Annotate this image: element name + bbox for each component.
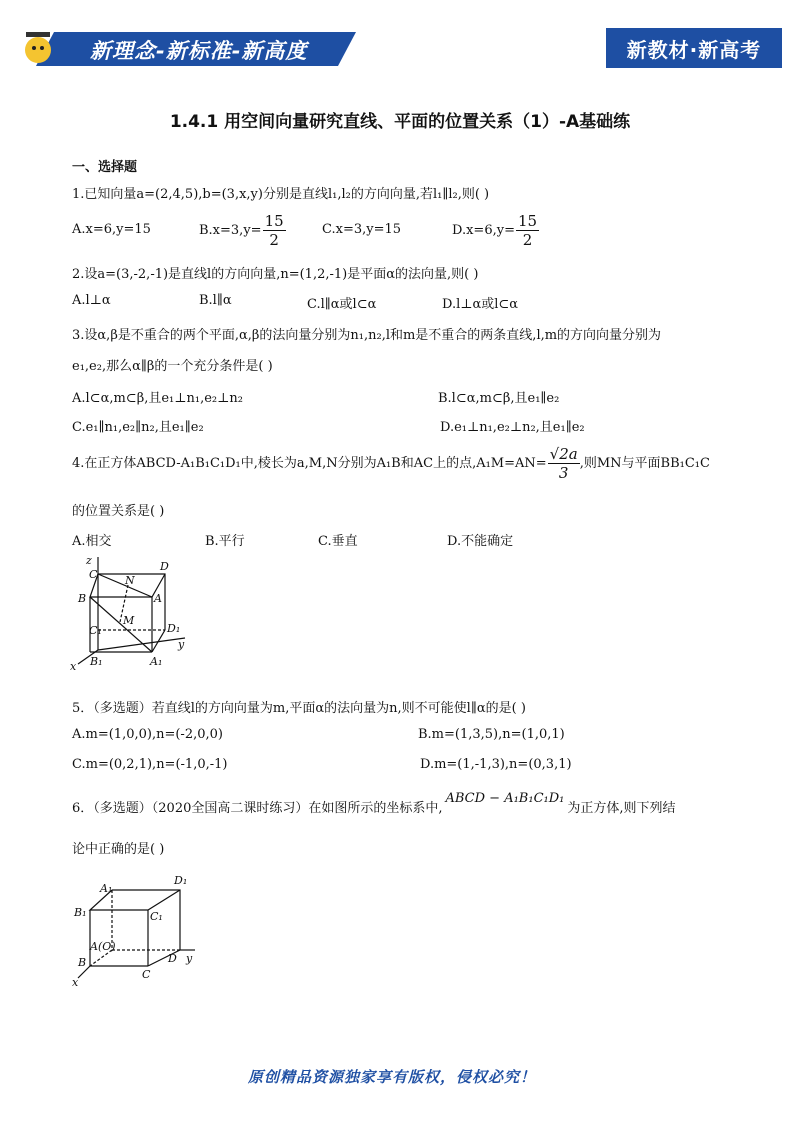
q6-label-y: y <box>186 952 193 965</box>
q4-label-M: M <box>123 614 135 627</box>
q5-option-a: A.m=(1,0,0),n=(-2,0,0) <box>72 727 223 742</box>
q6-label-A1: A₁ <box>100 882 113 895</box>
q1-stem: 1.已知向量a=(2,4,5),b=(3,x,y)分别是直线l₁,l₂的方向向量,若l₁∥l₂,则( ) <box>72 187 490 202</box>
q2-stem: 2.设a=(3,-2,-1)是直线l的方向向量,n=(1,2,-1)是平面α的法向量,则( ) <box>72 267 479 282</box>
q4-option-d: D.不能确定 <box>447 534 514 549</box>
q5-option-b: B.m=(1,3,5),n=(1,0,1) <box>418 727 565 742</box>
q4-option-c: C.垂直 <box>318 534 358 549</box>
q1-d-frac-num: 15 <box>517 212 538 230</box>
q4-label-y: y <box>178 638 185 651</box>
q6-label-D1: D₁ <box>174 874 188 887</box>
page-title: 1.4.1 用空间向量研究直线、平面的位置关系（1）-A基础练 <box>169 112 631 132</box>
q6-stem-line1 <box>72 791 676 816</box>
q6-stem-line2: 论中正确的是( ) <box>72 842 165 857</box>
q4-option-b: B.平行 <box>205 534 245 549</box>
q3-option-b: B.l⊂α,m⊂β,且e₁∥e₂ <box>438 391 560 406</box>
header-right-badge: 新教材·新高考 <box>606 28 782 68</box>
q6-stem-pre: 6．（多选题）（2020全国高二课时练习）在如图所示的坐标系中, <box>72 801 443 816</box>
q4-label-C1: C₁ <box>89 624 102 637</box>
q4-stem-pre: 4.在正方体ABCD-A₁B₁C₁D₁中,棱长为a,M,N分别为A₁B和AC上的点,A₁M=AN= <box>72 456 547 471</box>
q4-label-z: z <box>86 554 92 567</box>
q6-label-B1: B₁ <box>74 906 87 919</box>
q3-stem-line2: e₁,e₂,那么α∥β的一个充分条件是( ) <box>72 359 273 374</box>
mascot-icon <box>25 37 51 63</box>
q4-frac-num: √2a <box>549 445 578 463</box>
q4-stem-line2: 的位置关系是( ) <box>72 504 165 519</box>
section-heading: 一、选择题 <box>72 160 138 175</box>
q6-label-C: C <box>142 968 151 981</box>
banner-text: 新理念-新标准-新高度 <box>90 39 308 63</box>
q1-option-b <box>199 212 286 249</box>
q4-label-x: x <box>70 660 77 672</box>
q4-label-B: B <box>78 592 87 605</box>
q3-option-c: C.e₁∥n₁,e₂∥n₂,且e₁∥e₂ <box>72 420 204 435</box>
q4-stem-post: ,则MN与平面BB₁C₁C <box>579 456 710 471</box>
q4-label-B1: B₁ <box>90 655 103 668</box>
q6-label-C1: C₁ <box>150 910 163 923</box>
q5-option-d: D.m=(1,-1,3),n=(0,3,1) <box>420 757 572 772</box>
q1-option-a: A.x=6,y=15 <box>72 222 151 237</box>
q4-frac-den: 3 <box>558 464 569 482</box>
q4-label-A1: A₁ <box>150 655 163 668</box>
q1-b-frac-num: 15 <box>264 212 284 230</box>
q4-label-C: C <box>89 568 98 581</box>
q1-option-c: C.x=3,y=15 <box>322 222 402 237</box>
q4-label-D: D <box>160 560 169 573</box>
q2-option-a: A.l⊥α <box>72 293 111 308</box>
q4-label-D1: D₁ <box>167 622 181 635</box>
header-banner <box>16 26 356 72</box>
q1-d-frac-den: 2 <box>522 231 533 249</box>
q2-option-c: C.l∥α或l⊂α <box>307 297 377 312</box>
q6-label-AO: A(O) <box>90 940 116 953</box>
q3-option-d: D.e₁⊥n₁,e₂⊥n₂,且e₁∥e₂ <box>440 420 585 435</box>
q3-option-a: A.l⊂α,m⊂β,且e₁⊥n₁,e₂⊥n₂ <box>72 391 243 406</box>
q1-b-frac-den: 2 <box>269 231 279 249</box>
q6-stem-post: 为正方体,则下列结 <box>567 801 676 816</box>
q6-cube-figure <box>70 858 200 988</box>
q6-label-x: x <box>72 976 79 988</box>
q4-label-N: N <box>125 574 135 587</box>
q1-option-b-text: B.x=3,y= <box>199 223 262 238</box>
q4-cube-figure <box>70 552 200 672</box>
q6-label-B: B <box>78 956 87 969</box>
q5-stem: 5．（多选题）若直线l的方向向量为m,平面α的法向量为n,则不可能使l∥α的是( ) <box>72 701 526 716</box>
q4-stem-line1 <box>72 445 710 482</box>
q4-option-a: A.相交 <box>72 534 112 549</box>
q2-option-b: B.l∥α <box>199 293 232 308</box>
q6-formula: ABCD − A₁B₁C₁D₁ <box>445 791 565 806</box>
q6-label-D: D <box>168 952 177 965</box>
q3-stem-line1: 3.设α,β是不重合的两个平面,α,β的法向量分别为n₁,n₂,l和m是不重合的两条直线,l,m的方向向量分别为 <box>72 328 662 343</box>
q2-option-d: D.l⊥α或l⊂α <box>442 297 519 312</box>
footer-copyright: 原创精品资源独家享有版权，侵权必究！ <box>248 1068 537 1086</box>
q5-option-c: C.m=(0,2,1),n=(-1,0,-1) <box>72 757 228 772</box>
q4-label-A: A <box>154 592 162 605</box>
q1-option-d-text: D.x=6,y= <box>452 223 515 238</box>
q1-option-d <box>452 212 539 249</box>
